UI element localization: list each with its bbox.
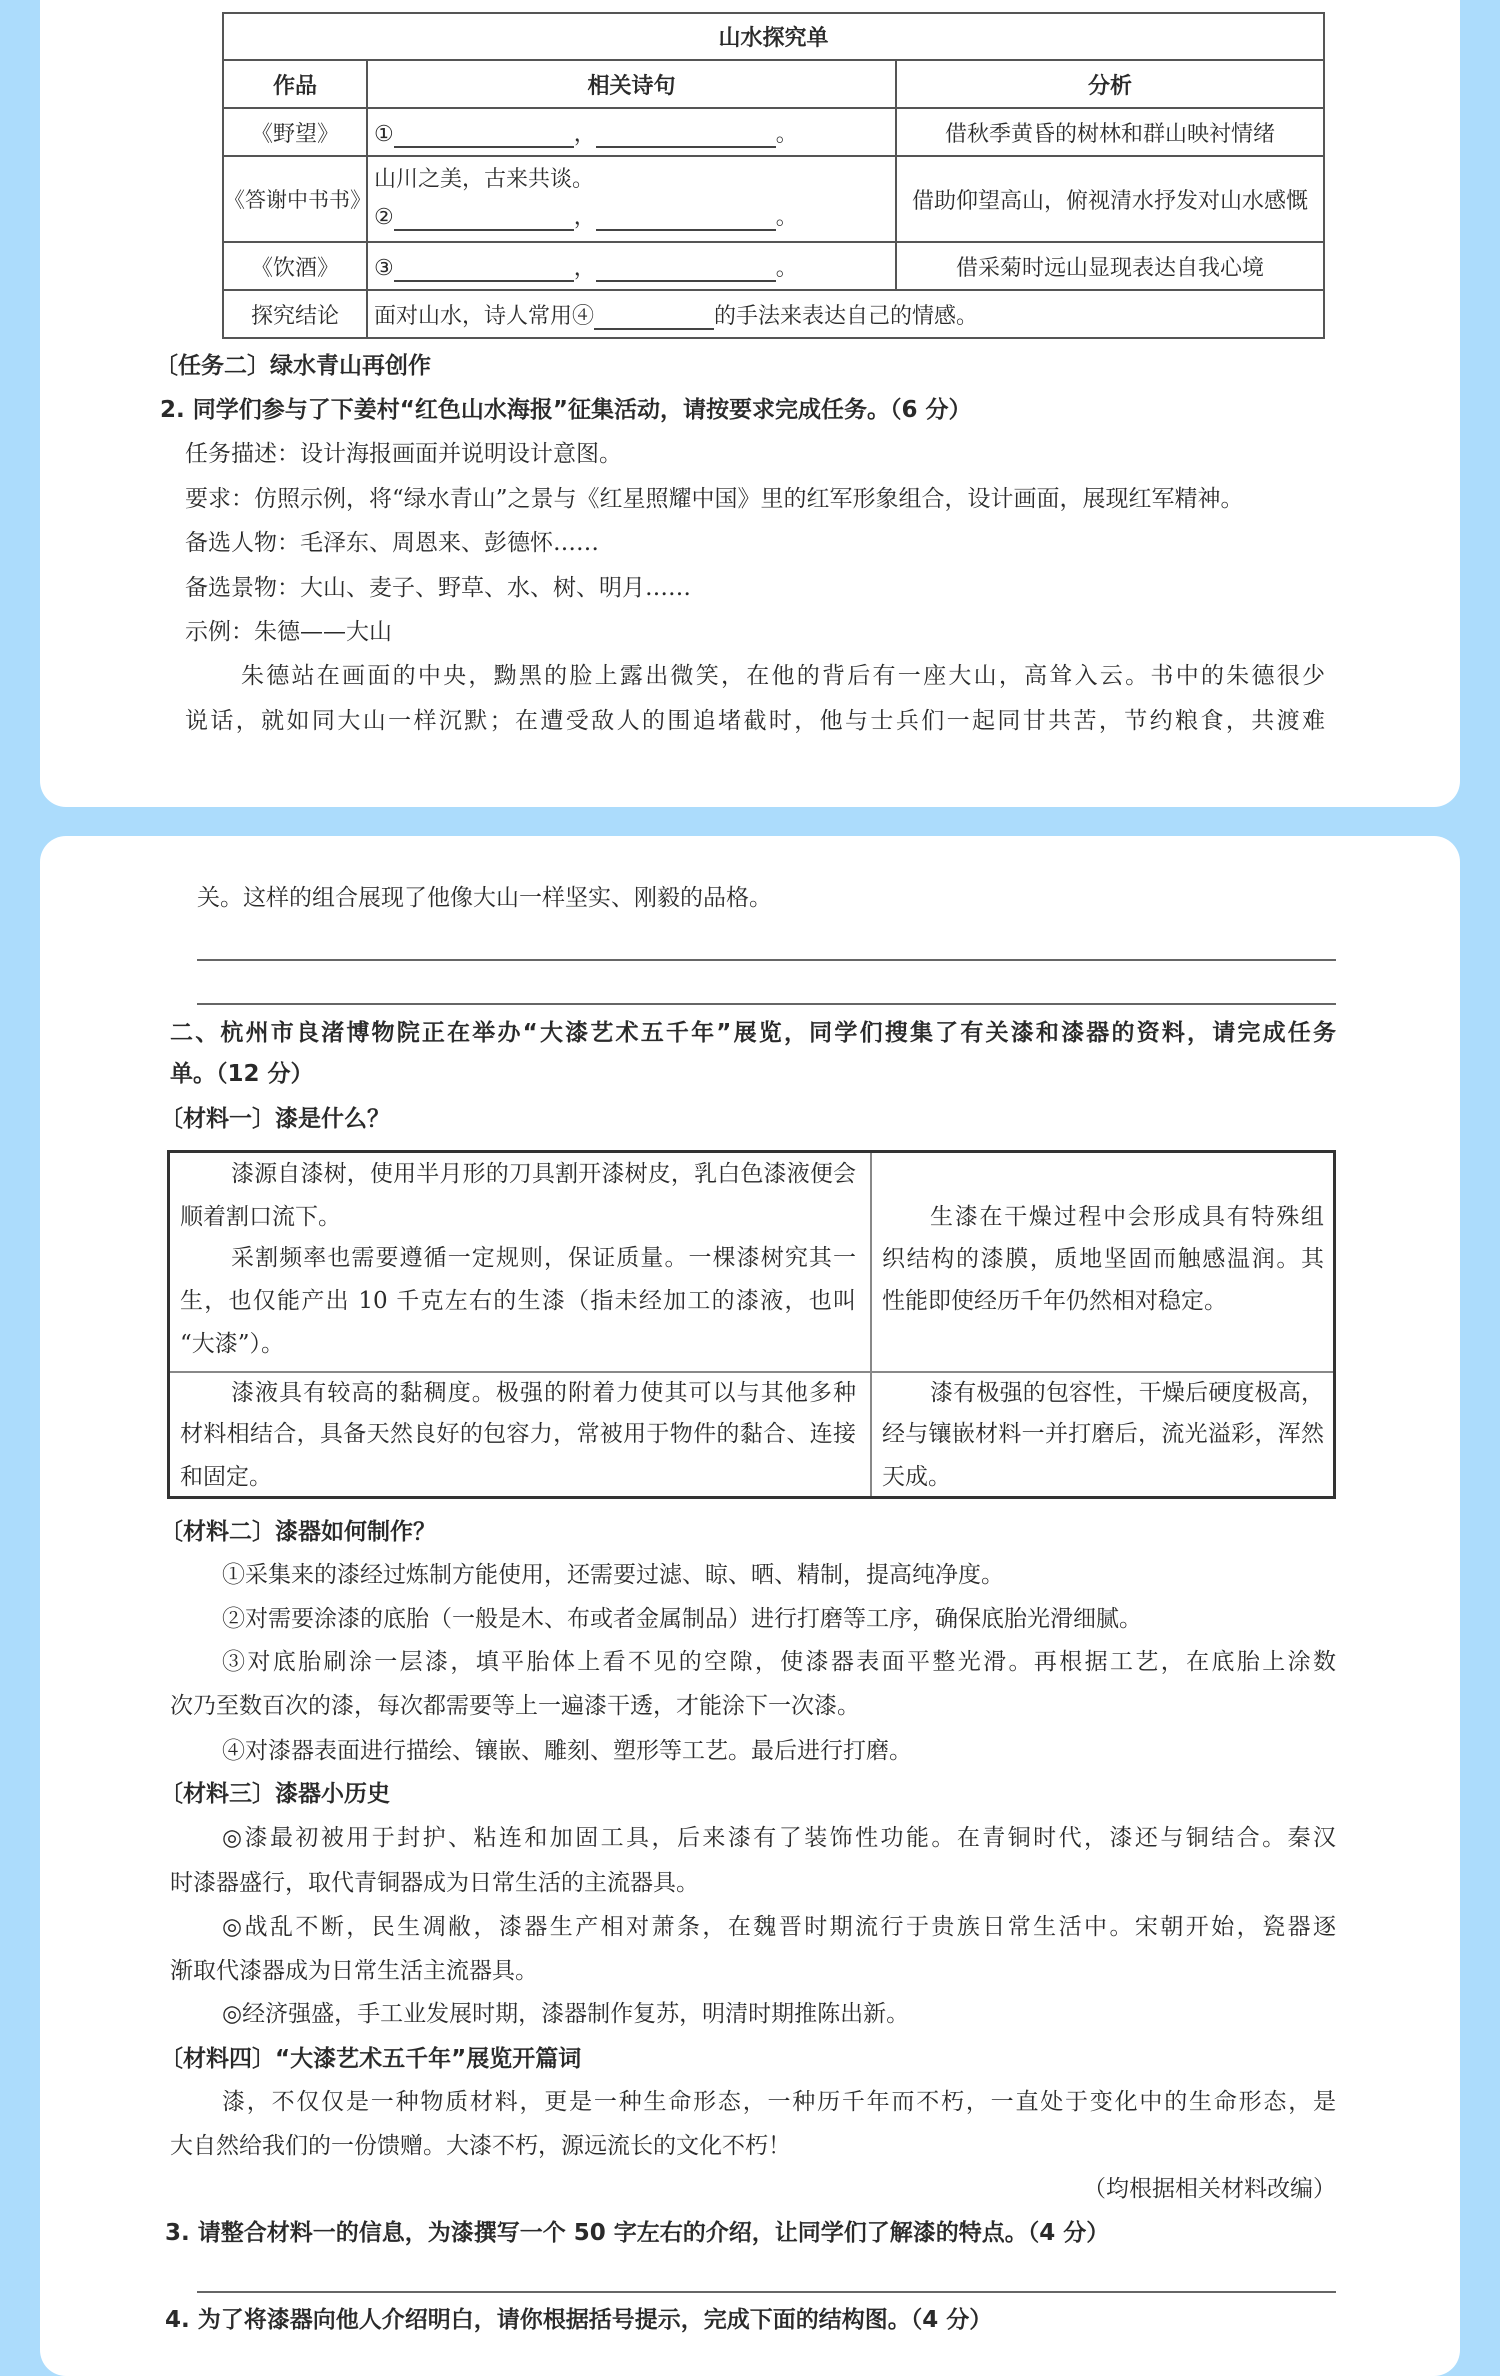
- conclusion-label: 探究结论: [223, 290, 367, 338]
- question-4: 4. 为了将漆器向他人介绍明白，请你根据括号提示，完成下面的结构图。（4 分）: [165, 2307, 993, 2333]
- history-item: ◎经济强盛，手工业发展时期，漆器制作复苏，明清时期推陈出新。: [222, 2001, 910, 2027]
- process-step: ④对漆器表面进行描绘、镶嵌、雕刻、塑形等工艺。最后进行打磨。: [222, 1738, 912, 1764]
- answer-blank[interactable]: [596, 205, 776, 231]
- question-3: 3. 请整合材料一的信息，为漆撰写一个 50 字左右的介绍，让同学们了解漆的特点。（4 分）: [165, 2220, 1110, 2246]
- cell-line: 性能即使经历千年仍然相对稳定。: [882, 1288, 1227, 1314]
- section-2-heading-cont: 单。（12 分）: [170, 1061, 314, 1087]
- cell-line: 漆液具有较高的黏稠度。极强的附着力使其可以与其他多种: [231, 1380, 856, 1406]
- landscape-inquiry-table: [222, 12, 1325, 339]
- cell-line: 织结构的漆膜，质地坚固而触感温润。其: [882, 1246, 1324, 1272]
- answer-blank[interactable]: [596, 122, 776, 148]
- candidate-figures: 备选人物：毛泽东、周恩来、彭德怀……: [185, 530, 599, 556]
- cell-line: 材料相结合，具备天然良好的包容力，常被用于物件的黏合、连接: [180, 1421, 856, 1447]
- history-item: ◎战乱不断，民生凋敝，漆器生产相对萧条，在魏晋时期流行于贵族日常生活中。宋朝开始，瓷器逐: [222, 1914, 1336, 1940]
- source-note: （均根据相关材料改编）: [1083, 2176, 1336, 2202]
- analysis-cell: 借助仰望高山，俯视清水抒发对山水感慨: [896, 156, 1324, 242]
- blank-number: ①: [374, 121, 394, 147]
- cell-line: 漆有极强的包容性，干燥后硬度极高，: [930, 1380, 1324, 1406]
- task-requirement: 要求：仿照示例，将“绿水青山”之景与《红星照耀中国》里的红军形象组合，设计画面，展现红军精神。: [185, 486, 1244, 512]
- comma: ，: [573, 255, 596, 281]
- conclusion-cell[interactable]: [367, 290, 1324, 338]
- material-2-title: 〔材料二〕漆器如何制作？: [160, 1519, 436, 1545]
- analysis-cell: 借秋季黄昏的树林和群山映衬情绪: [896, 108, 1324, 156]
- process-step: ②对需要涂漆的底胎（一般是木、布或者金属制品）进行打磨等工序，确保底胎光滑细腻。: [222, 1606, 1142, 1632]
- process-step: ③对底胎刷涂一层漆，填平胎体上看不见的空隙，使漆器表面平整光滑。再根据工艺，在底胎上涂数: [222, 1649, 1336, 1675]
- cell-line: 天成。: [882, 1464, 951, 1490]
- answer-blank[interactable]: [594, 304, 714, 330]
- work-cell: 《答谢中书书》: [223, 156, 367, 242]
- table-row: [223, 290, 1324, 338]
- period: 。: [775, 205, 798, 230]
- candidate-scenery: 备选景物：大山、麦子、野草、水、树、明月……: [185, 575, 691, 601]
- header-analysis: 分析: [896, 60, 1324, 108]
- conclusion-post: 的手法来表达自己的情感。: [714, 303, 979, 329]
- header-poem: 相关诗句: [367, 60, 896, 108]
- poem-answer-cell[interactable]: [367, 108, 896, 156]
- task-description: 任务描述：设计海报画面并说明设计意图。: [185, 441, 622, 467]
- example-label: 示例：朱德——大山: [185, 619, 392, 645]
- cell-line: 生，也仅能产出 10 千克左右的生漆（指未经加工的漆液，也叫: [180, 1288, 856, 1314]
- cell-line: 顺着割口流下。: [180, 1204, 341, 1230]
- example-paragraph-line: 朱德站在画面的中央，黝黑的脸上露出微笑，在他的背后有一座大山，高耸入云。书中的朱德很少: [241, 663, 1325, 689]
- table-row: [223, 242, 1324, 290]
- blank-number: ③: [374, 255, 394, 281]
- opening-speech-line: 大自然给我们的一份馈赠。大漆不朽，源远流长的文化不朽！: [170, 2133, 791, 2159]
- comma: ，: [573, 205, 596, 230]
- opening-speech-line: 漆，不仅仅是一种物质材料，更是一种生命形态，一种历千年而不朽，一直处于变化中的生命形态，是: [222, 2089, 1336, 2115]
- poem-answer-cell[interactable]: [367, 242, 896, 290]
- header-work: 作品: [223, 60, 367, 108]
- column-divider: [870, 1153, 872, 1496]
- table-title: 山水探究单: [223, 13, 1324, 60]
- process-step: ①采集来的漆经过炼制方能使用，还需要过滤、晾、晒、精制，提高纯净度。: [222, 1562, 1004, 1588]
- section-2-heading: 二、杭州市良渚博物院正在举办“大漆艺术五千年”展览，同学们搜集了有关漆和漆器的资料，请完成任务: [170, 1020, 1336, 1046]
- material-3-title: 〔材料三〕漆器小历史: [160, 1781, 390, 1807]
- question-2: 2. 同学们参与了下姜村“红色山水海报”征集活动，请按要求完成任务。（6 分）: [160, 397, 972, 423]
- process-step-cont: 次乃至数百次的漆，每次都需要等上一遍漆干透，才能涂下一次漆。: [170, 1693, 860, 1719]
- work-cell: 《野望》: [223, 108, 367, 156]
- answer-line[interactable]: [197, 959, 1336, 961]
- cell-line: 和固定。: [180, 1464, 272, 1490]
- cell-line: 采割频率也需要遵循一定规则，保证质量。一棵漆树究其一: [231, 1245, 856, 1271]
- work-cell: 《饮酒》: [223, 242, 367, 290]
- example-paragraph-line: 关。这样的组合展现了他像大山一样坚实、刚毅的品格。: [197, 885, 772, 911]
- conclusion-pre: 面对山水，诗人常用④: [374, 303, 595, 329]
- task2-heading: 〔任务二〕绿水青山再创作: [155, 353, 431, 379]
- blank-number: ②: [374, 205, 394, 230]
- period: 。: [775, 121, 798, 147]
- material-1-title: 〔材料一〕漆是什么？: [160, 1106, 390, 1132]
- answer-line[interactable]: [197, 1003, 1336, 1005]
- answer-blank[interactable]: [394, 256, 574, 282]
- analysis-cell: 借采菊时远山显现表达自我心境: [896, 242, 1324, 290]
- answer-blank[interactable]: [596, 256, 776, 282]
- period: 。: [775, 255, 798, 281]
- poem-answer-cell[interactable]: [367, 156, 896, 242]
- given-line: 山川之美，古来共谈。: [374, 167, 595, 192]
- cell-line: “大漆”）。: [180, 1331, 285, 1357]
- cell-line: 生漆在干燥过程中会形成具有特殊组: [930, 1204, 1324, 1230]
- table-row: [223, 156, 1324, 242]
- cell-line: 漆源自漆树，使用半月形的刀具割开漆树皮，乳白色漆液便会: [231, 1161, 856, 1187]
- cell-line: 经与镶嵌材料一并打磨后，流光溢彩，浑然: [882, 1421, 1324, 1447]
- history-item: ◎漆最初被用于封护、粘连和加固工具，后来漆有了装饰性功能。在青铜时代，漆还与铜结合。秦汉: [222, 1825, 1336, 1851]
- answer-blank[interactable]: [394, 122, 574, 148]
- answer-blank[interactable]: [394, 205, 574, 231]
- table-row: [223, 108, 1324, 156]
- history-item-cont: 渐取代漆器成为日常生活主流器具。: [170, 1958, 538, 1984]
- answer-line[interactable]: [197, 2291, 1336, 2293]
- example-paragraph-line: 说话，就如同大山一样沉默；在遭受敌人的围追堵截时，他与士兵们一起同甘共苦，节约粮食，共渡难: [185, 708, 1325, 734]
- material-4-title: 〔材料四〕“大漆艺术五千年”展览开篇词: [160, 2046, 582, 2072]
- history-item-cont: 时漆器盛行，取代青铜器成为日常生活的主流器具。: [170, 1870, 699, 1896]
- comma: ，: [573, 121, 596, 147]
